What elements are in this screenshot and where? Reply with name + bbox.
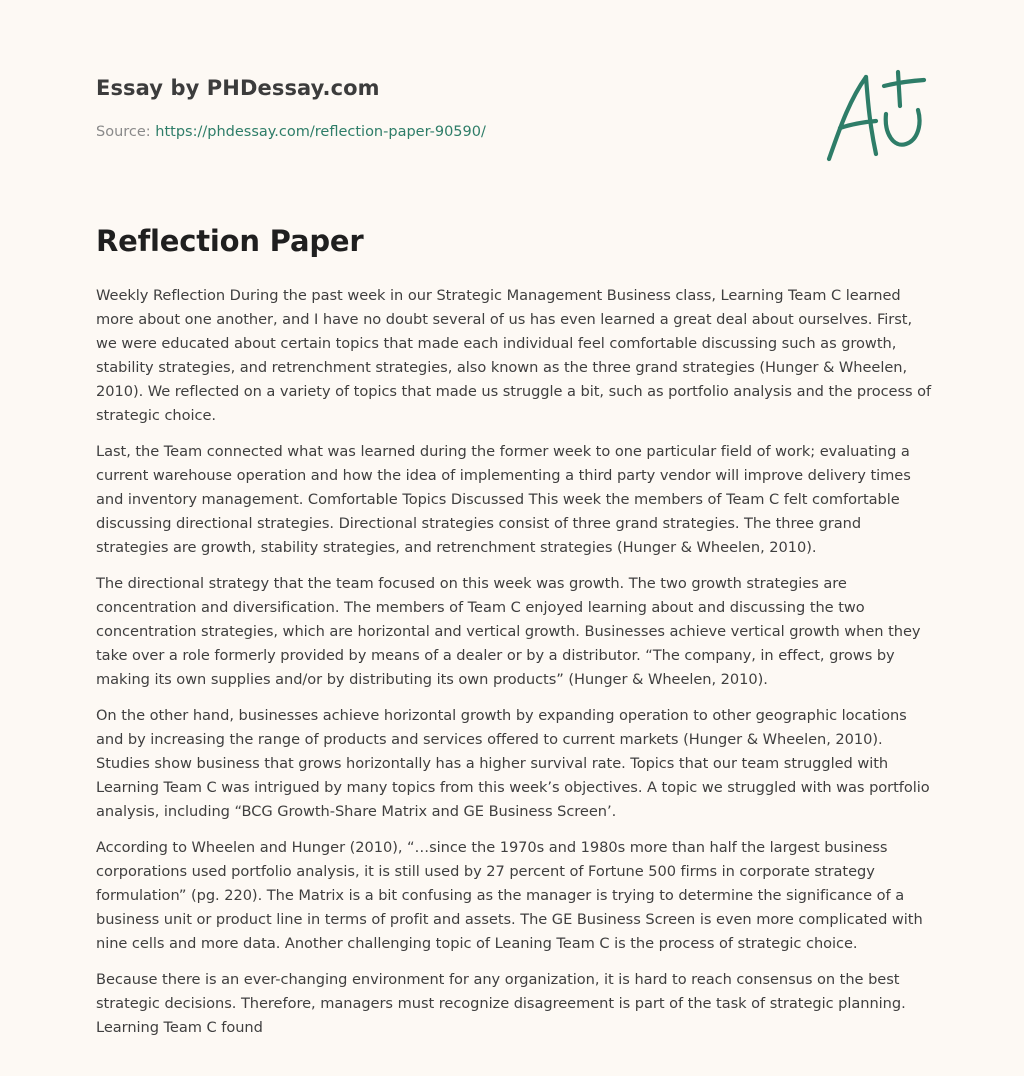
essay-body — [96, 284, 932, 1052]
essay-paragraph: Because there is an ever-changing environment for any organization, it is hard to reach consensus on the best strategic decisions. Therefore, managers must recognize disagreement is part of the task of strategic planning. Learning Team C found — [96, 971, 906, 1036]
source-label: Source: — [96, 124, 156, 140]
essay-paragraph: The directional strategy that the team focused on this week was growth. The two growth strategies are concentration and diversification. The members of Team C enjoyed learning about and discussing the two concentration strategies, which are horizontal and vertical growth. Businesses achieve vertical growth when they take over a role formerly provided by means of a dealer or by a distributor. “The company, in effect, grows by making its own supplies and/or by distributing its own products” (Hunger & Wheelen, 2010). — [96, 575, 921, 688]
essay-title: Reflection Paper — [96, 224, 364, 258]
source-line — [96, 124, 796, 140]
essay-paragraph: Weekly Reflection During the past week in our Strategic Management Business class, Learning Team C learned more about one another, and I have no doubt several of us has even learned a great deal about ourselves. First, we were educated about certain topics that made each individual feel comfortable discussing such as growth, stability strategies, and retrenchment strategies, also known as the three grand strategies (Hunger & Wheelen, 2010). We reflected on a variety of topics that made us struggle a bit, such as portfolio analysis and the process of strategic choice. — [96, 287, 932, 424]
essay-paragraph: On the other hand, businesses achieve horizontal growth by expanding operation to other geographic locations and by increasing the range of products and services offered to current markets (Hunger & Wheelen, 2010). Studies show business that grows horizontally has a higher survival rate. Topics that our team struggled with Learning Team C was intrigued by many topics from this week’s objectives. A topic we struggled with was portfolio analysis, including “BCG Growth-Share Matrix and GE Business Screen’. — [96, 707, 930, 820]
source-link[interactable]: https://phdessay.com/reflection-paper-90590/ — [155, 124, 486, 140]
essay-paragraph: According to Wheelen and Hunger (2010), “…since the 1970s and 1980s more than half the largest business corporations used portfolio analysis, it is still used by 27 percent of Fortune 500 firms in corporate strategy formulation” (pg. 220). The Matrix is a bit confusing as the manager is trying to determine the significance of a business unit or product line in terms of profit and assets. The GE Business Screen is even more complicated with nine cells and more data. Another challenging topic of Leaning Team C is the process of strategic choice. — [96, 839, 923, 952]
a-plus-logo-icon — [820, 64, 930, 164]
essay-paragraph: Last, the Team connected what was learned during the former week to one particular field of work; evaluating a current warehouse operation and how the idea of implementing a third party vendor will improve delivery times and inventory management. Comfortable Topics Discussed This week the members of Team C felt comfortable discussing directional strategies. Directional strategies consist of three grand strategies. The three grand strategies are growth, stability strategies, and retrenchment strategies (Hunger & Wheelen, 2010). — [96, 443, 911, 556]
page-header — [96, 76, 796, 140]
site-brand: Essay by PHDessay.com — [96, 76, 380, 100]
